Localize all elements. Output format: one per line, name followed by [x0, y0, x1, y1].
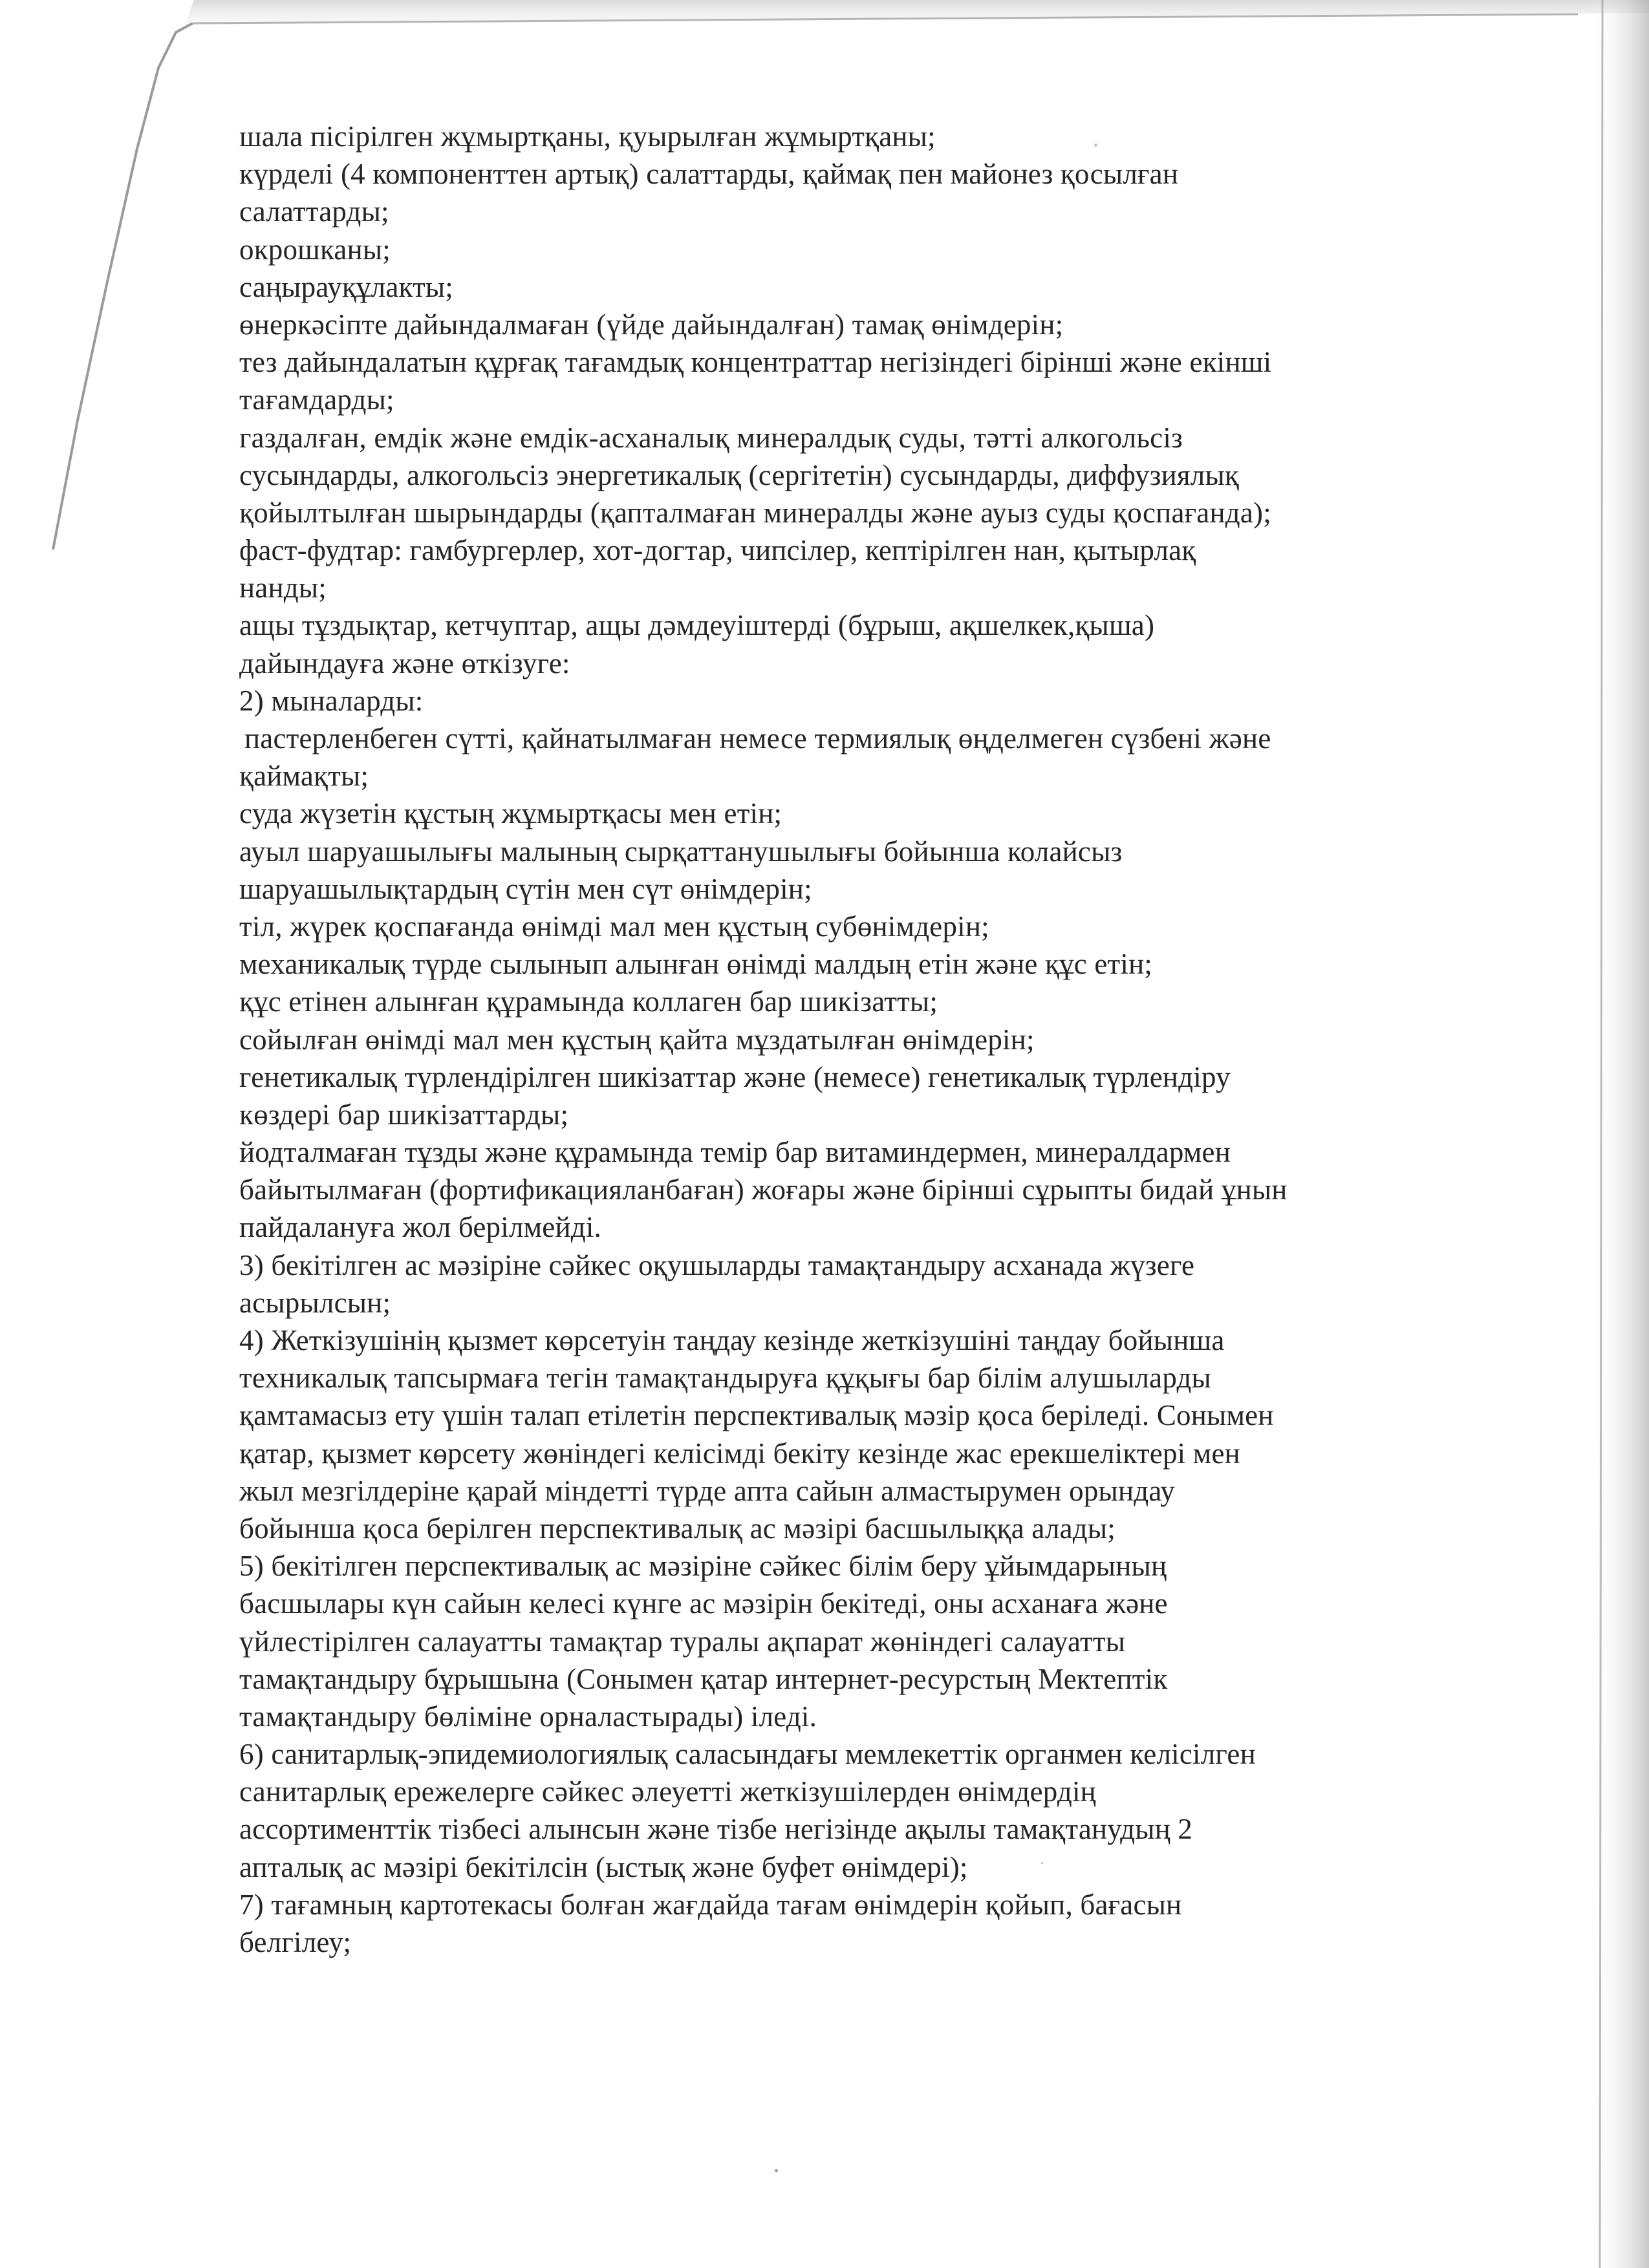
text-line: 2) мыналарды:	[239, 684, 424, 717]
text-line: басшылары күн сайын келесі күнге ас мәзірін бекітеді, оны асханаға және	[239, 1587, 1168, 1620]
text-line: тез дайындалатын құрғақ тағамдық концентраттар негізіндегі бірінші және екінші	[239, 346, 1272, 379]
text-line: дайындауға және өткізуге:	[239, 647, 570, 679]
text-line: ауыл шаруашылығы малының сырқаттанушылығы бойынша колайсыз	[239, 835, 1123, 868]
text-line: техникалық тапсырмаға тегін тамақтандыруға құқығы бар білім алушыларды	[239, 1362, 1211, 1395]
text-line: құс етінен алынған құрамында коллаген бар шикізатты;	[239, 985, 938, 1018]
text-line: қамтамасыз ету үшін талап етілетін перспективалық мәзір қоса беріледі. Сонымен	[239, 1399, 1274, 1432]
text-line: тамақтандыру бөліміне орналастырады) іледі.	[239, 1700, 817, 1733]
text-line: байытылмаған (фортификацияланбаған) жоғары және бірінші сұрыпты бидай ұнын	[239, 1173, 1288, 1206]
text-line: ассортименттік тізбесі алынсын және тізбе негізінде ақылы тамақтанудың 2	[239, 1813, 1193, 1846]
text-line: нанды;	[239, 572, 327, 604]
text-line: пастерленбеген сүтті, қайнатылмаған немесе термиялық өңделмеген сүзбені және	[244, 722, 1271, 754]
text-line: окрошканы;	[239, 233, 391, 266]
text-line: 5) бекітілген перспективалық ас мәзіріне сәйкес білім беру ұйымдарының	[239, 1550, 1167, 1583]
scan-speck	[1041, 1862, 1043, 1864]
text-line: күрделі (4 компоненттен артық) салаттарды, қаймақ пен майонез қосылған	[239, 158, 1179, 191]
text-line: салаттарды;	[239, 195, 389, 228]
text-line: өнеркәсіпте дайындалмаған (үйде дайындалған) тамақ өнімдерін;	[239, 308, 1064, 341]
text-line: қаймақты;	[239, 760, 369, 793]
text-line: үйлестірілген салауатты тамақтар туралы ақпарат жөніндегі салауатты	[239, 1625, 1126, 1658]
text-line: шала пісірілген жұмыртқаны, қуырылған жұмыртқаны;	[239, 120, 936, 153]
text-line: пайдалануға жол берілмейді.	[239, 1211, 601, 1244]
text-line: 6) санитарлық-эпидемиологиялық саласындағы мемлекеттік органмен келісілген	[239, 1738, 1256, 1771]
text-line: сойылған өнімді мал мен құстың қайта мұздатылған өнімдерін;	[239, 1023, 1035, 1056]
text-line: фаст-фудтар: гамбургерлер, хот-догтар, чипсілер, кептірілген нан, қытырлақ	[239, 534, 1196, 567]
text-line: ащы тұздықтар, кетчуптар, ащы дәмдеуіштерді (бұрыш, ақшелкек,қыша)	[239, 609, 1155, 642]
text-line: қойылтылған шырындарды (қапталмаған минералды және ауыз суды қоспағанда);	[239, 496, 1271, 529]
text-line: генетикалық түрлендірілген шикізаттар және (немесе) генетикалық түрлендіру	[239, 1060, 1231, 1093]
text-line: тамақтандыру бұрышына (Сонымен қатар интернет-ресурстың Мектептік	[239, 1662, 1168, 1695]
scan-speck	[775, 2169, 778, 2172]
text-line: бойынша қоса берілген перспективалық ас мәзірі басшылыққа алады;	[239, 1512, 1116, 1545]
text-line: сусындарды, алкогольсіз энергетикалық (сергітетін) сусындарды, диффузиялық	[239, 458, 1239, 491]
text-line: 7) тағамның картотекасы болған жағдайда тағам өнімдерін қойып, бағасын	[239, 1888, 1182, 1921]
text-line: санитарлық ережелерге сәйкес әлеуетті жеткізушілерден өнімдердің	[239, 1775, 1096, 1808]
text-line: апталық ас мәзірі бекітілсін (ыстық және буфет өнімдері);	[239, 1850, 968, 1883]
document-body	[239, 118, 1526, 1961]
text-line: қатар, қызмет көрсету жөніндегі келісімді бекіту кезінде жас ерекшеліктері мен	[239, 1437, 1240, 1470]
text-line: жыл мезгілдеріне қарай міндетті түрде апта сайын алмастырумен орындау	[239, 1474, 1175, 1507]
text-line: саңырауқұлакты;	[239, 270, 453, 303]
text-line: белгілеу;	[239, 1926, 352, 1958]
text-line: суда жүзетін құстың жұмыртқасы мен етін;	[239, 797, 782, 830]
text-line: газдалған, емдік және емдік-асханалық минералдық суды, тәтті алкогольсіз	[239, 421, 1183, 454]
text-line: механикалық түрде сылынып алынған өнімді малдың етін және құс етін;	[239, 948, 1153, 981]
text-line: тіл, жүрек қоспағанда өнімді мал мен құстың субөнімдерін;	[239, 910, 989, 943]
text-line: көздері бар шикізаттарды;	[239, 1098, 569, 1131]
scan-speck	[1094, 144, 1097, 147]
text-line: 4) Жеткізушінің қызмет көрсетуін таңдау кезінде жеткізушіні таңдау бойынша	[239, 1324, 1225, 1356]
text-line: йодталмаған тұзды және құрамында темір бар витаминдермен, минералдармен	[239, 1136, 1231, 1169]
text-line: асырылсын;	[239, 1286, 391, 1319]
text-line: шаруашылықтардың сүтін мен сүт өнімдерін;	[239, 872, 812, 905]
text-line: 3) бекітілген ас мәзіріне сәйкес оқушыларды тамақтандыру асханада жүзеге	[239, 1248, 1195, 1281]
text-line: тағамдарды;	[239, 383, 394, 416]
